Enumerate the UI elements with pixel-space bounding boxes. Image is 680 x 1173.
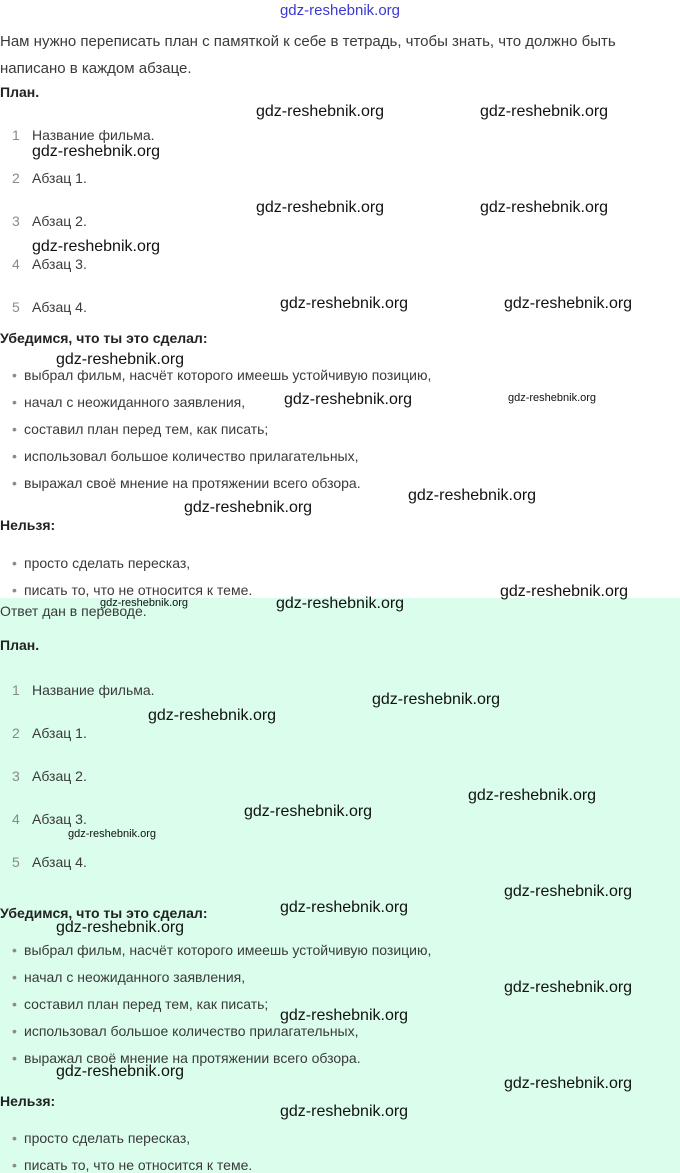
answer-note: Ответ дан в переводе. [0,603,147,619]
plan-item-text: Абзац 3. [32,811,87,827]
watermark: gdz-reshebnik.org [256,103,385,120]
bullet-icon: • [12,475,17,491]
bullet-icon: • [12,1157,17,1173]
forbid-item-text: писать то, что не относится к теме. [24,582,253,598]
watermark: gdz-reshebnik.org [508,392,597,404]
answer-plan-item [12,854,87,870]
check-item [12,367,431,383]
bullet-icon: • [12,421,17,437]
check-item [12,448,359,464]
watermark: gdz-reshebnik.org [244,803,373,820]
watermark: gdz-reshebnik.org [284,391,413,408]
watermark: gdz-reshebnik.org [480,199,609,216]
watermark: gdz-reshebnik.org [480,103,609,120]
watermark: gdz-reshebnik.org [184,499,313,516]
answer-plan-item [12,768,87,784]
bullet-icon: • [12,1023,17,1039]
watermark: gdz-reshebnik.org [372,691,501,708]
plan-item-number: 2 [12,170,20,186]
plan-item [12,213,87,229]
plan-item-number: 2 [12,725,20,741]
watermark: gdz-reshebnik.org [148,707,277,724]
answer-check-item [12,1023,359,1039]
forbid-item-text: писать то, что не относится к теме. [24,1157,253,1173]
watermark: gdz-reshebnik.org [468,787,597,804]
plan-item-text: Абзац 2. [32,213,87,229]
plan-item-number: 3 [12,213,20,229]
watermark: gdz-reshebnik.org [504,979,633,996]
plan-item-number: 3 [12,768,20,784]
plan-item-text: Абзац 1. [32,170,87,186]
check-item-text: выражал своё мнение на протяжении всего обзора. [24,1050,361,1066]
check-item-text: выбрал фильм, насчёт которого имеешь устойчивую позицию, [24,367,432,383]
check-item [12,421,268,437]
bullet-icon: • [12,969,17,985]
bullet-icon: • [12,582,17,598]
watermark: gdz-reshebnik.org [56,919,185,936]
plan-item [12,127,155,143]
bullet-icon: • [12,448,17,464]
check-heading: Убедимся, что ты это сделал: [0,330,208,346]
plan-item-text: Абзац 2. [32,768,87,784]
watermark: gdz-reshebnik.org [500,583,629,600]
answer-plan-item [12,725,87,741]
forbid-heading: Нельзя: [0,517,56,533]
watermark: gdz-reshebnik.org [408,487,537,504]
check-item-text: использовал большое количество прилагательных, [24,448,359,464]
answer-plan-item [12,811,87,827]
bullet-icon: • [12,1130,17,1146]
watermark: gdz-reshebnik.org [56,1063,185,1080]
check-item-text: составил план перед тем, как писать; [24,421,269,437]
watermark: gdz-reshebnik.org [504,883,633,900]
answer-plan-heading: План. [0,637,40,653]
watermark: gdz-reshebnik.org [32,238,161,255]
bullet-icon: • [12,942,17,958]
watermark: gdz-reshebnik.org [280,899,409,916]
answer-forbid-item [12,1157,252,1173]
plan-item-number: 5 [12,854,20,870]
answer-forbid-heading: Нельзя: [0,1093,56,1109]
answer-forbid-item [12,1130,190,1146]
plan-item-text: Название фильма. [32,127,155,143]
plan-item-text: Абзац 1. [32,725,87,741]
bullet-icon: • [12,394,17,410]
watermark: gdz-reshebnik.org [256,199,385,216]
answer-check-item [12,969,245,985]
check-item-text: использовал большое количество прилагательных, [24,1023,359,1039]
forbid-item-text: просто сделать пересказ, [24,555,191,571]
check-item-text: начал с неожиданного заявления, [24,394,246,410]
plan-item-number: 5 [12,299,20,315]
plan-item-number: 1 [12,682,20,698]
forbid-item [12,555,190,571]
answer-check-item [12,996,268,1012]
intro-text: Нам нужно переписать план с памяткой к себе в тетрадь, чтобы знать, что должно быть написано в каждом абзаце. [0,33,616,77]
plan-item-text: Абзац 3. [32,256,87,272]
check-item-text: составил план перед тем, как писать; [24,996,269,1012]
watermark: gdz-reshebnik.org [276,595,405,612]
plan-item [12,299,87,315]
forbid-item [12,582,252,598]
plan-item-text: Абзац 4. [32,854,87,870]
watermark: gdz-reshebnik.org [56,351,185,368]
bullet-icon: • [12,1050,17,1066]
plan-item-number: 1 [12,127,20,143]
check-item [12,475,361,491]
answer-check-heading: Убедимся, что ты это сделал: [0,905,208,921]
check-item-text: выбрал фильм, насчёт которого имеешь устойчивую позицию, [24,942,432,958]
plan-item-number: 4 [12,811,20,827]
plan-item-text: Название фильма. [32,682,155,698]
check-item [12,394,245,410]
watermark: gdz-reshebnik.org [100,597,189,609]
plan-item [12,170,87,186]
check-item-text: начал с неожиданного заявления, [24,969,246,985]
bullet-icon: • [12,367,17,383]
watermark: gdz-reshebnik.org [504,1075,633,1092]
watermark: gdz-reshebnik.org [280,1007,409,1024]
watermark: gdz-reshebnik.org [280,1103,409,1120]
bullet-icon: • [12,555,17,571]
plan-item-number: 4 [12,256,20,272]
plan-heading: План. [0,84,40,100]
plan-item-text: Абзац 4. [32,299,87,315]
forbid-item-text: просто сделать пересказ, [24,1130,191,1146]
watermark: gdz-reshebnik.org [68,828,157,840]
watermark: gdz-reshebnik.org [280,295,409,312]
plan-item [12,256,87,272]
site-title-link[interactable]: gdz-reshebnik.org [279,2,401,19]
watermark: gdz-reshebnik.org [504,295,633,312]
answer-plan-item [12,682,155,698]
watermark: gdz-reshebnik.org [32,143,161,160]
answer-check-item [12,942,431,958]
check-item-text: выражал своё мнение на протяжении всего обзора. [24,475,361,491]
bullet-icon: • [12,996,17,1012]
